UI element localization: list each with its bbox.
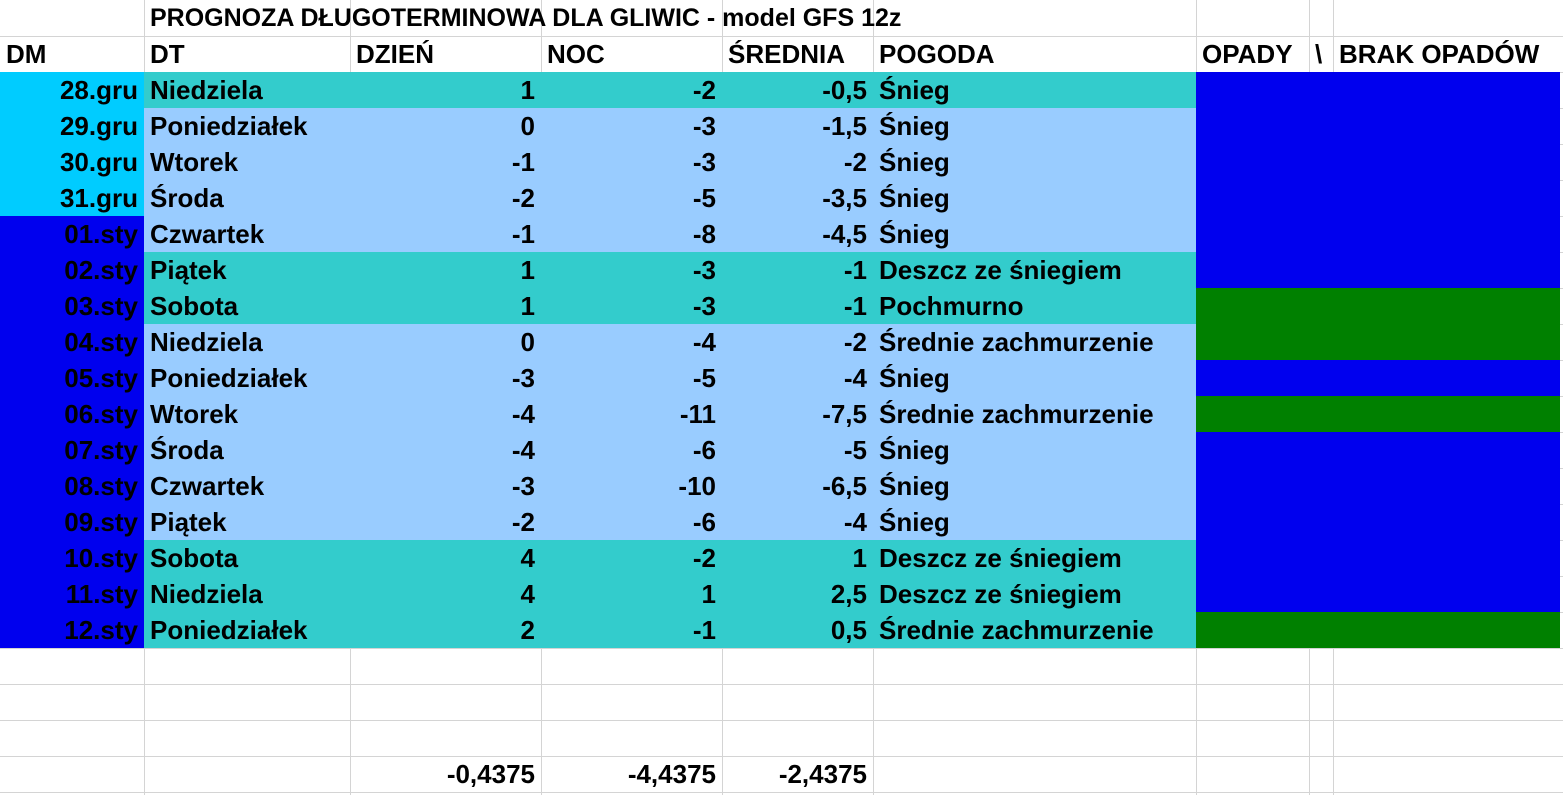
- cell-weather[interactable]: Deszcz ze śniegiem: [879, 543, 1122, 573]
- cell-date[interactable]: 01.sty: [64, 219, 138, 249]
- cell-day-temp[interactable]: -2: [511, 507, 535, 537]
- cell-day-temp[interactable]: -4: [511, 399, 535, 429]
- cell-night-temp[interactable]: -5: [692, 363, 716, 393]
- cell-date[interactable]: 30.gru: [59, 147, 138, 177]
- header-dzien[interactable]: DZIEŃ: [356, 39, 434, 69]
- cell-weather[interactable]: Deszcz ze śniegiem: [879, 579, 1122, 609]
- cell-date[interactable]: 29.gru: [59, 111, 138, 141]
- cell-day[interactable]: Środa: [150, 435, 224, 465]
- cell-average-temp[interactable]: -1,5: [822, 111, 867, 141]
- cell-day-temp[interactable]: -1: [511, 147, 535, 177]
- cell-day-temp[interactable]: 4: [520, 579, 535, 609]
- cell-day[interactable]: Wtorek: [150, 399, 239, 429]
- cell-average-temp[interactable]: -6,5: [822, 471, 867, 501]
- cell-night-temp[interactable]: -5: [692, 183, 716, 213]
- cell-weather[interactable]: Średnie zachmurzenie: [879, 327, 1154, 357]
- cell-day[interactable]: Czwartek: [150, 219, 265, 249]
- cell-average-temp[interactable]: -4: [843, 363, 867, 393]
- cell-average-temp[interactable]: -3,5: [822, 183, 867, 213]
- header-dm[interactable]: DM: [6, 39, 47, 69]
- cell-night-temp[interactable]: -3: [692, 111, 716, 141]
- cell-night-temp[interactable]: -2: [692, 75, 716, 105]
- cell-weather[interactable]: Śnieg: [879, 111, 950, 141]
- header-brak-opadow[interactable]: BRAK OPADÓW: [1339, 39, 1540, 69]
- cell-day[interactable]: Poniedziałek: [150, 615, 308, 645]
- precipitation-indicator: [1196, 540, 1560, 576]
- cell-night-temp[interactable]: -3: [692, 147, 716, 177]
- cell-average-temp[interactable]: -1: [843, 255, 867, 285]
- cell-average-temp[interactable]: 0,5: [830, 615, 867, 645]
- cell-average-temp[interactable]: -4,5: [822, 219, 867, 249]
- sheet-title[interactable]: PROGNOZA DŁUGOTERMINOWA DLA GLIWIC - model GFS 12z: [150, 4, 902, 32]
- cell-date[interactable]: 02.sty: [64, 255, 138, 285]
- cell-day-temp[interactable]: -3: [511, 471, 535, 501]
- average-noc[interactable]: -4,4375: [627, 759, 716, 789]
- precipitation-indicator: [1196, 432, 1560, 468]
- cell-night-temp[interactable]: -10: [678, 471, 716, 501]
- cell-day-temp[interactable]: 1: [520, 255, 535, 285]
- precipitation-indicator: [1196, 180, 1560, 216]
- precipitation-indicator: [1196, 108, 1560, 144]
- cell-date[interactable]: 04.sty: [64, 327, 138, 357]
- cell-day[interactable]: Poniedziałek: [150, 111, 308, 141]
- cell-night-temp[interactable]: -3: [692, 255, 716, 285]
- cell-day-temp[interactable]: 1: [520, 291, 535, 321]
- precipitation-indicator: [1196, 396, 1560, 432]
- row-gridline: [0, 792, 1563, 793]
- precipitation-indicator: [1196, 144, 1560, 180]
- cell-day[interactable]: Piątek: [150, 507, 227, 537]
- cell-weather[interactable]: Śnieg: [879, 183, 950, 213]
- precipitation-indicator: [1196, 504, 1560, 540]
- cell-weather[interactable]: Śnieg: [879, 75, 950, 105]
- cell-date[interactable]: 05.sty: [64, 363, 138, 393]
- cell-date[interactable]: 28.gru: [59, 75, 138, 105]
- header-dt[interactable]: DT: [150, 39, 185, 69]
- row-gridline: [0, 720, 1563, 721]
- cell-day-temp[interactable]: 2: [520, 615, 535, 645]
- precipitation-indicator: [1196, 360, 1560, 396]
- cell-weather[interactable]: Śnieg: [879, 435, 950, 465]
- cell-average-temp[interactable]: -4: [843, 507, 867, 537]
- header-separator[interactable]: \: [1315, 39, 1323, 69]
- row-gridline: [0, 684, 1563, 685]
- cell-date[interactable]: 10.sty: [64, 543, 138, 573]
- cell-weather[interactable]: Śnieg: [879, 363, 950, 393]
- cell-night-temp[interactable]: -6: [692, 435, 716, 465]
- cell-weather[interactable]: Średnie zachmurzenie: [879, 399, 1154, 429]
- cell-weather[interactable]: Śnieg: [879, 147, 950, 177]
- header-noc[interactable]: NOC: [547, 39, 605, 69]
- cell-night-temp[interactable]: -11: [679, 399, 716, 429]
- precipitation-indicator: [1196, 468, 1560, 504]
- cell-day[interactable]: Niedziela: [150, 579, 263, 609]
- cell-day-temp[interactable]: 0: [520, 327, 535, 357]
- cell-day[interactable]: Niedziela: [150, 75, 263, 105]
- cell-date[interactable]: 12.sty: [64, 615, 138, 645]
- cell-weather[interactable]: Średnie zachmurzenie: [879, 615, 1154, 645]
- precipitation-indicator: [1196, 576, 1560, 612]
- cell-night-temp[interactable]: -4: [692, 327, 716, 357]
- cell-weather[interactable]: Śnieg: [879, 471, 950, 501]
- cell-night-temp[interactable]: -2: [692, 543, 716, 573]
- cell-day-temp[interactable]: -4: [511, 435, 535, 465]
- cell-weather[interactable]: Śnieg: [879, 219, 950, 249]
- cell-date[interactable]: 09.sty: [64, 507, 138, 537]
- cell-day-temp[interactable]: -1: [511, 219, 535, 249]
- cell-day-temp[interactable]: 0: [520, 111, 535, 141]
- cell-average-temp[interactable]: -1: [843, 291, 867, 321]
- cell-weather[interactable]: Pochmurno: [879, 291, 1024, 321]
- cell-average-temp[interactable]: 2,5: [830, 579, 867, 609]
- cell-date[interactable]: 03.sty: [64, 291, 138, 321]
- cell-date[interactable]: 11.sty: [65, 579, 138, 609]
- average-dzien[interactable]: -0,4375: [446, 759, 535, 789]
- header-opady[interactable]: OPADY: [1202, 39, 1293, 69]
- cell-night-temp[interactable]: -6: [692, 507, 716, 537]
- precipitation-indicator: [1196, 288, 1560, 324]
- cell-date[interactable]: 08.sty: [64, 471, 138, 501]
- cell-day-temp[interactable]: 4: [520, 543, 535, 573]
- cell-average-temp[interactable]: 1: [852, 543, 867, 573]
- cell-day[interactable]: Środa: [150, 183, 224, 213]
- row-gridline: [0, 648, 1563, 649]
- cell-date[interactable]: 31.gru: [59, 183, 138, 213]
- cell-average-temp[interactable]: -5: [843, 435, 867, 465]
- cell-weather[interactable]: Deszcz ze śniegiem: [879, 255, 1122, 285]
- cell-date[interactable]: 07.sty: [64, 435, 138, 465]
- cell-day[interactable]: Sobota: [150, 291, 239, 321]
- precipitation-indicator: [1196, 252, 1560, 288]
- cell-day-temp[interactable]: -3: [511, 363, 535, 393]
- cell-night-temp[interactable]: 1: [701, 579, 716, 609]
- cell-date[interactable]: 06.sty: [64, 399, 138, 429]
- cell-day-temp[interactable]: 1: [520, 75, 535, 105]
- cell-night-temp[interactable]: -8: [692, 219, 716, 249]
- cell-average-temp[interactable]: -2: [843, 327, 867, 357]
- header-pogoda[interactable]: POGODA: [879, 39, 995, 69]
- average-srednia[interactable]: -2,4375: [778, 759, 867, 789]
- precipitation-indicator: [1196, 72, 1560, 108]
- cell-night-temp[interactable]: -3: [692, 291, 716, 321]
- cell-night-temp[interactable]: -1: [692, 615, 716, 645]
- cell-day[interactable]: Poniedziałek: [150, 363, 308, 393]
- precipitation-indicator: [1196, 324, 1560, 360]
- precipitation-indicator: [1196, 216, 1560, 252]
- cell-day[interactable]: Sobota: [150, 543, 239, 573]
- cell-day[interactable]: Niedziela: [150, 327, 263, 357]
- cell-average-temp[interactable]: -7,5: [822, 399, 867, 429]
- cell-day[interactable]: Piątek: [150, 255, 227, 285]
- cell-weather[interactable]: Śnieg: [879, 507, 950, 537]
- cell-day[interactable]: Wtorek: [150, 147, 239, 177]
- cell-average-temp[interactable]: -0,5: [822, 75, 867, 105]
- precipitation-indicator: [1196, 612, 1560, 648]
- header-srednia[interactable]: ŚREDNIA: [728, 39, 846, 69]
- cell-average-temp[interactable]: -2: [843, 147, 867, 177]
- cell-day[interactable]: Czwartek: [150, 471, 265, 501]
- cell-day-temp[interactable]: -2: [511, 183, 535, 213]
